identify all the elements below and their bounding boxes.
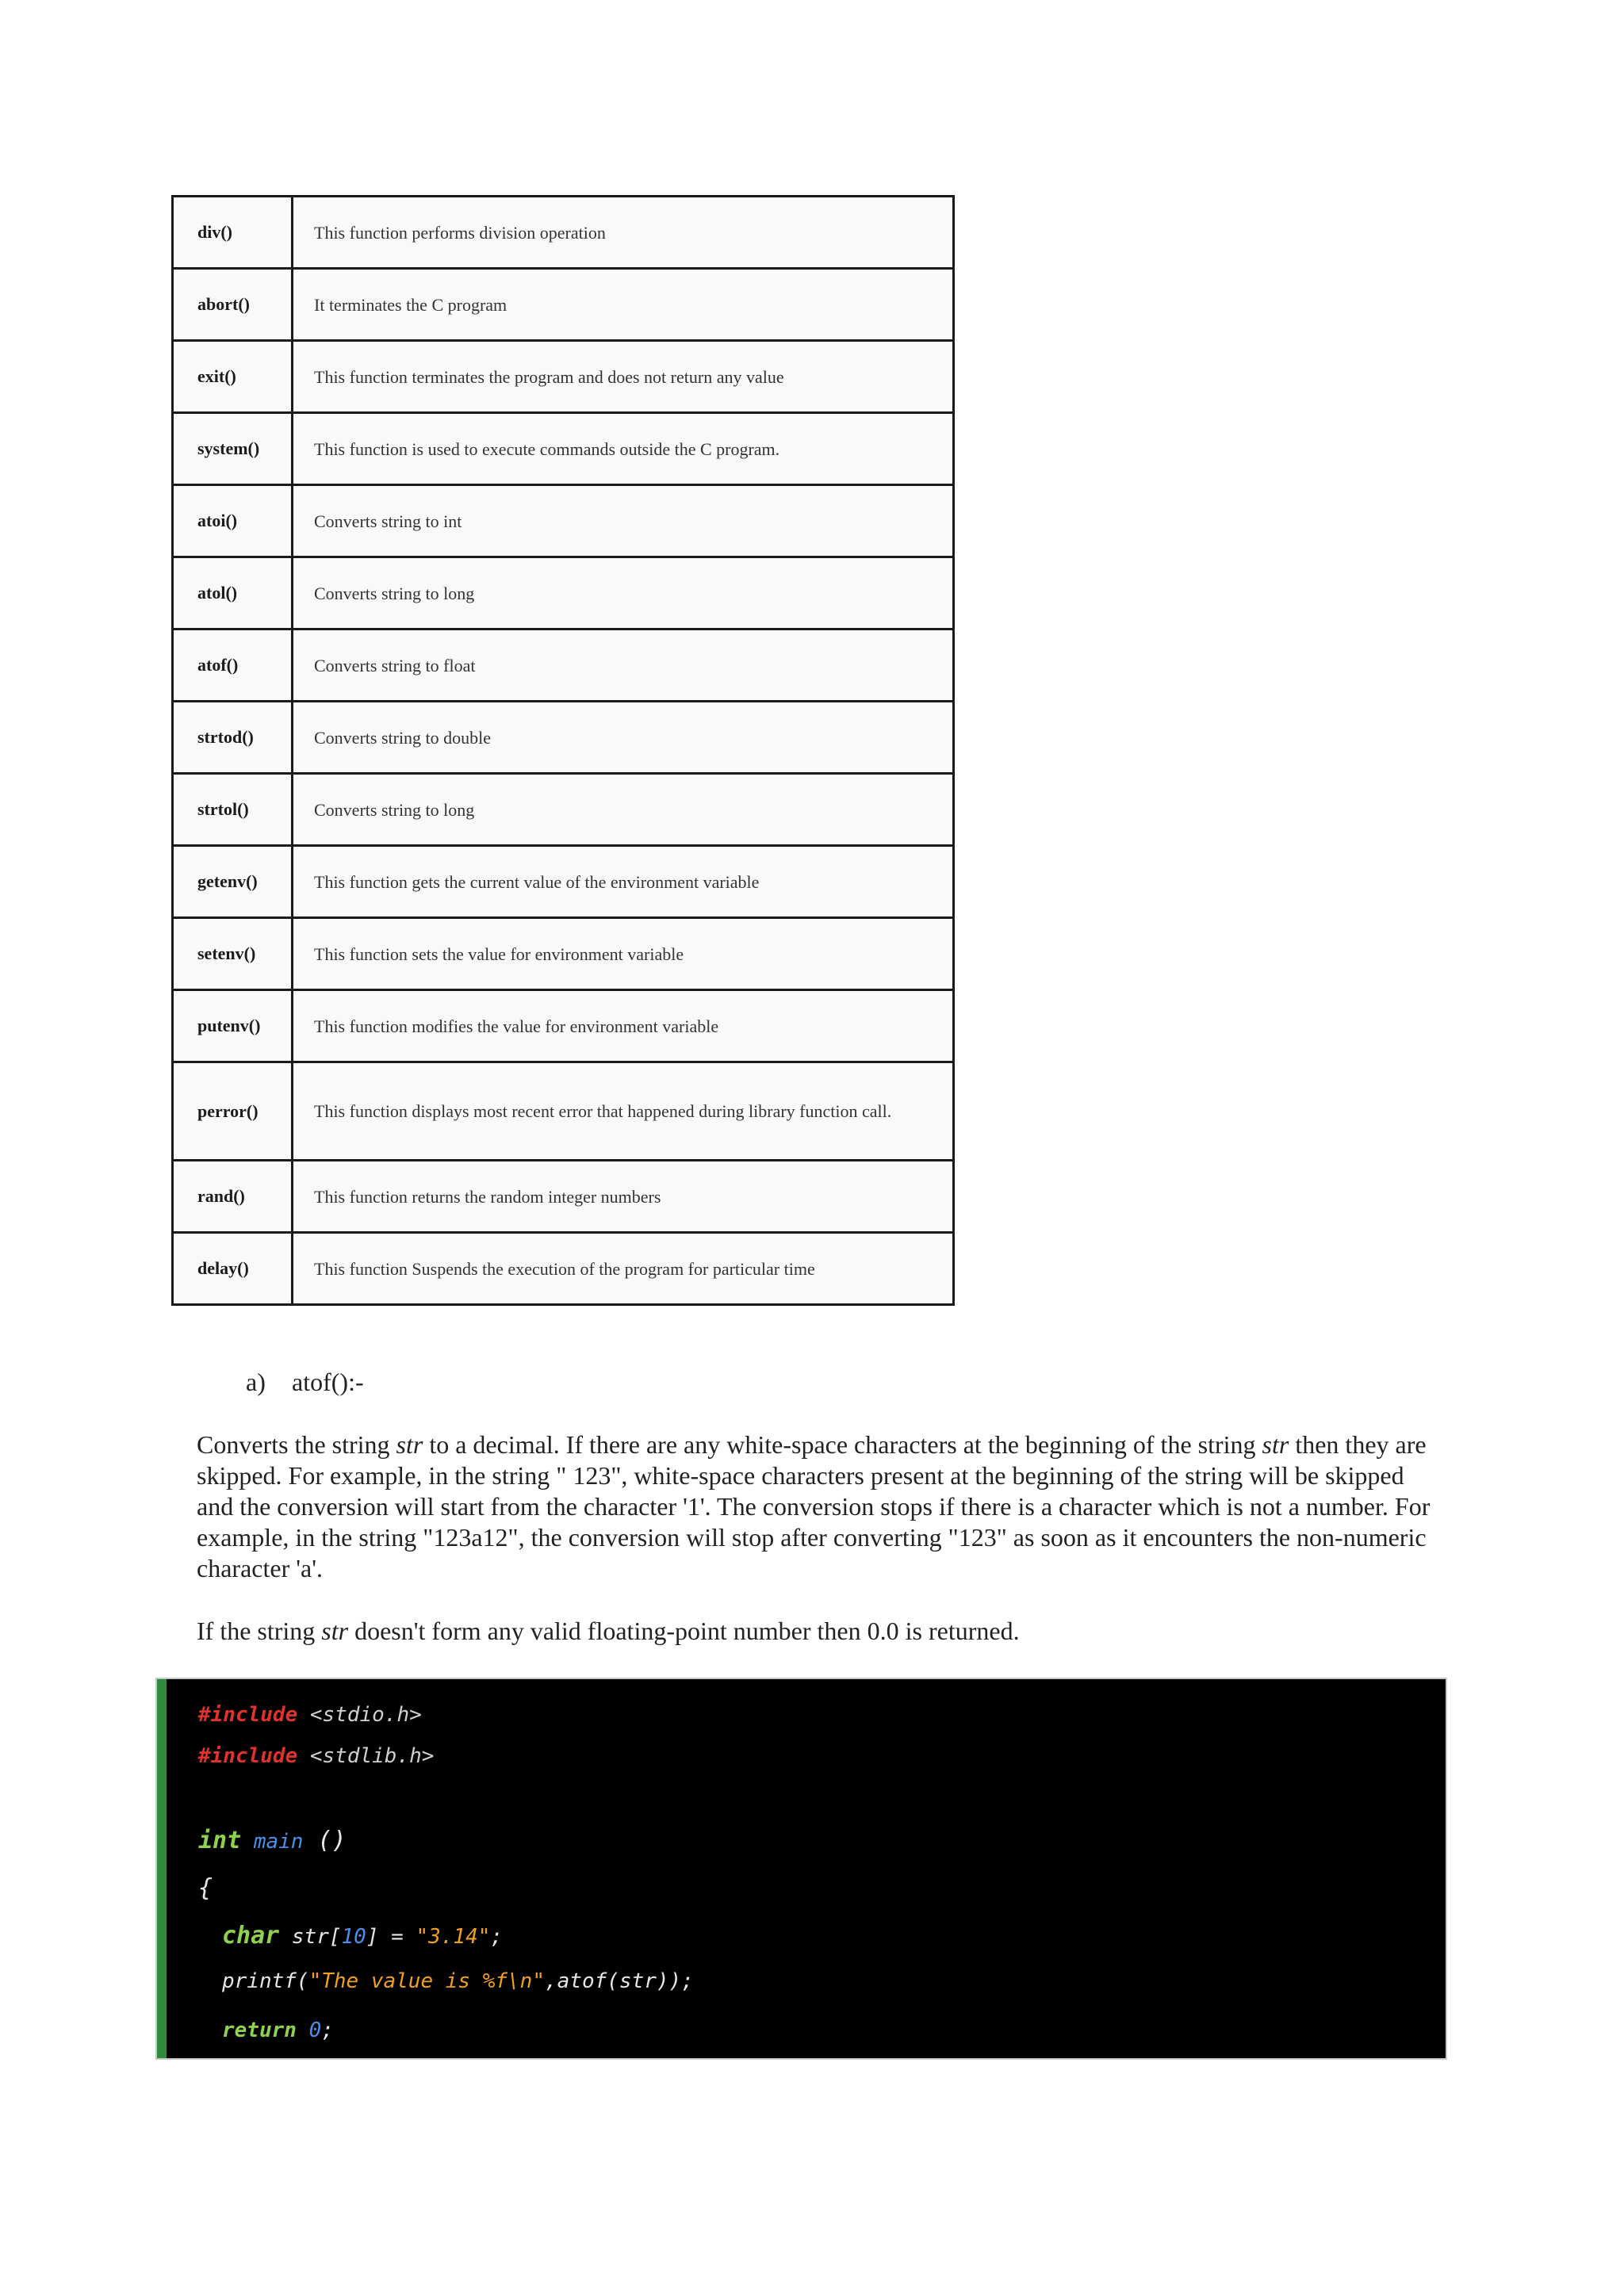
- table-row: [173, 1062, 954, 1161]
- code-token: #include: [198, 1703, 298, 1727]
- code-token: "The value is %f\n": [308, 1969, 545, 1993]
- function-description-cell: This function displays most recent error that happened during library function call.: [293, 1062, 954, 1161]
- code-token: return: [222, 2019, 297, 2042]
- table-row: [173, 485, 954, 557]
- code-token: ;: [321, 2019, 334, 2042]
- function-name-cell: exit(): [173, 341, 293, 413]
- text-run: then they are skipped. For example, in the string " 123", white-space characters present at the beginning of the string will be skipped and the conversion will start from the character '1'. The conversion stops if there is a character which is not a number. For example, in the string "123a12", the conversion will stop after converting "123" as soon as it encounters the non-numeric character 'a'.: [197, 1430, 1431, 1582]
- function-description-cell: Converts string to double: [293, 702, 954, 774]
- text-run: Converts the string: [197, 1430, 396, 1459]
- section-heading: [246, 1368, 364, 1397]
- function-name-cell: delay(): [173, 1233, 293, 1305]
- emphasis-str: str: [321, 1617, 349, 1645]
- functions-table: [171, 195, 955, 1306]
- table-row: [173, 341, 954, 413]
- function-description-cell: This function returns the random integer numbers: [293, 1161, 954, 1233]
- code-token: (): [303, 1827, 347, 1854]
- code-token: printf(: [222, 1969, 309, 1993]
- function-description-cell: This function terminates the program and does not return any value: [293, 341, 954, 413]
- function-name-cell: abort(): [173, 269, 293, 341]
- emphasis-str: str: [396, 1430, 423, 1459]
- code-line-include-stdlib: [198, 1744, 434, 1768]
- code-line-main: [198, 1827, 347, 1854]
- code-line-declaration: [222, 1922, 503, 1950]
- code-token: char: [222, 1922, 280, 1950]
- code-line-include-stdio: [198, 1703, 422, 1727]
- code-token: int: [198, 1827, 242, 1854]
- code-token: <stdio.h>: [297, 1703, 422, 1727]
- code-token: ;: [490, 1925, 504, 1949]
- function-name-cell: strtol(): [173, 774, 293, 846]
- function-description-cell: It terminates the C program: [293, 269, 954, 341]
- function-description-cell: Converts string to long: [293, 774, 954, 846]
- code-block: [155, 1678, 1447, 2060]
- code-line-open-brace: [198, 1874, 213, 1902]
- function-description-cell: This function gets the current value of the environment variable: [293, 846, 954, 918]
- code-token: str[: [279, 1925, 342, 1949]
- function-description-cell: This function sets the value for environment variable: [293, 918, 954, 990]
- function-name-cell: rand(): [173, 1161, 293, 1233]
- atof-description-paragraph: [197, 1429, 1442, 1584]
- table-row: [173, 774, 954, 846]
- table-row: [173, 918, 954, 990]
- function-name-cell: atol(): [173, 557, 293, 629]
- function-name-cell: atoi(): [173, 485, 293, 557]
- code-token: ] =: [366, 1925, 416, 1949]
- table-row: [173, 197, 954, 269]
- code-token: main: [241, 1830, 304, 1854]
- text-run: to a decimal. If there are any white-space characters at the beginning of the string: [423, 1430, 1262, 1459]
- function-name-cell: system(): [173, 413, 293, 485]
- code-line-printf: [222, 1969, 694, 1993]
- function-description-cell: Converts string to float: [293, 629, 954, 702]
- function-name-cell: div(): [173, 197, 293, 269]
- function-name-cell: strtod(): [173, 702, 293, 774]
- table-row: [173, 990, 954, 1062]
- function-description-cell: Converts string to long: [293, 557, 954, 629]
- code-token: "3.14": [416, 1925, 491, 1949]
- list-marker: a): [246, 1368, 266, 1396]
- function-description-cell: Converts string to int: [293, 485, 954, 557]
- code-token: #include: [198, 1744, 298, 1768]
- table-row: [173, 702, 954, 774]
- function-description-cell: This function performs division operation: [293, 197, 954, 269]
- function-description-cell: This function Suspends the execution of the program for particular time: [293, 1233, 954, 1305]
- table-row: [173, 1233, 954, 1305]
- table-row: [173, 557, 954, 629]
- table-row: [173, 846, 954, 918]
- atof-return-paragraph: [197, 1616, 1442, 1647]
- table-row: [173, 269, 954, 341]
- text-run: doesn't form any valid floating-point number then 0.0 is returned.: [348, 1617, 1020, 1645]
- function-name-cell: getenv(): [173, 846, 293, 918]
- code-token: {: [198, 1874, 213, 1902]
- section-title: atof():-: [292, 1368, 364, 1396]
- code-token: ,atof(str));: [545, 1969, 694, 1993]
- function-name-cell: atof(): [173, 629, 293, 702]
- code-accent-bar: [157, 1679, 167, 2058]
- function-name-cell: perror(): [173, 1062, 293, 1161]
- function-description-cell: This function modifies the value for environment variable: [293, 990, 954, 1062]
- text-run: If the string: [197, 1617, 322, 1645]
- code-token: 10: [341, 1925, 366, 1949]
- emphasis-str: str: [1262, 1430, 1289, 1459]
- function-name-cell: setenv(): [173, 918, 293, 990]
- function-name-cell: putenv(): [173, 990, 293, 1062]
- table-row: [173, 1161, 954, 1233]
- table-row: [173, 413, 954, 485]
- code-line-return: [222, 2019, 334, 2042]
- code-token: <stdlib.h>: [297, 1744, 435, 1768]
- function-description-cell: This function is used to execute commands outside the C program.: [293, 413, 954, 485]
- code-token: 0: [296, 2019, 322, 2042]
- table-row: [173, 629, 954, 702]
